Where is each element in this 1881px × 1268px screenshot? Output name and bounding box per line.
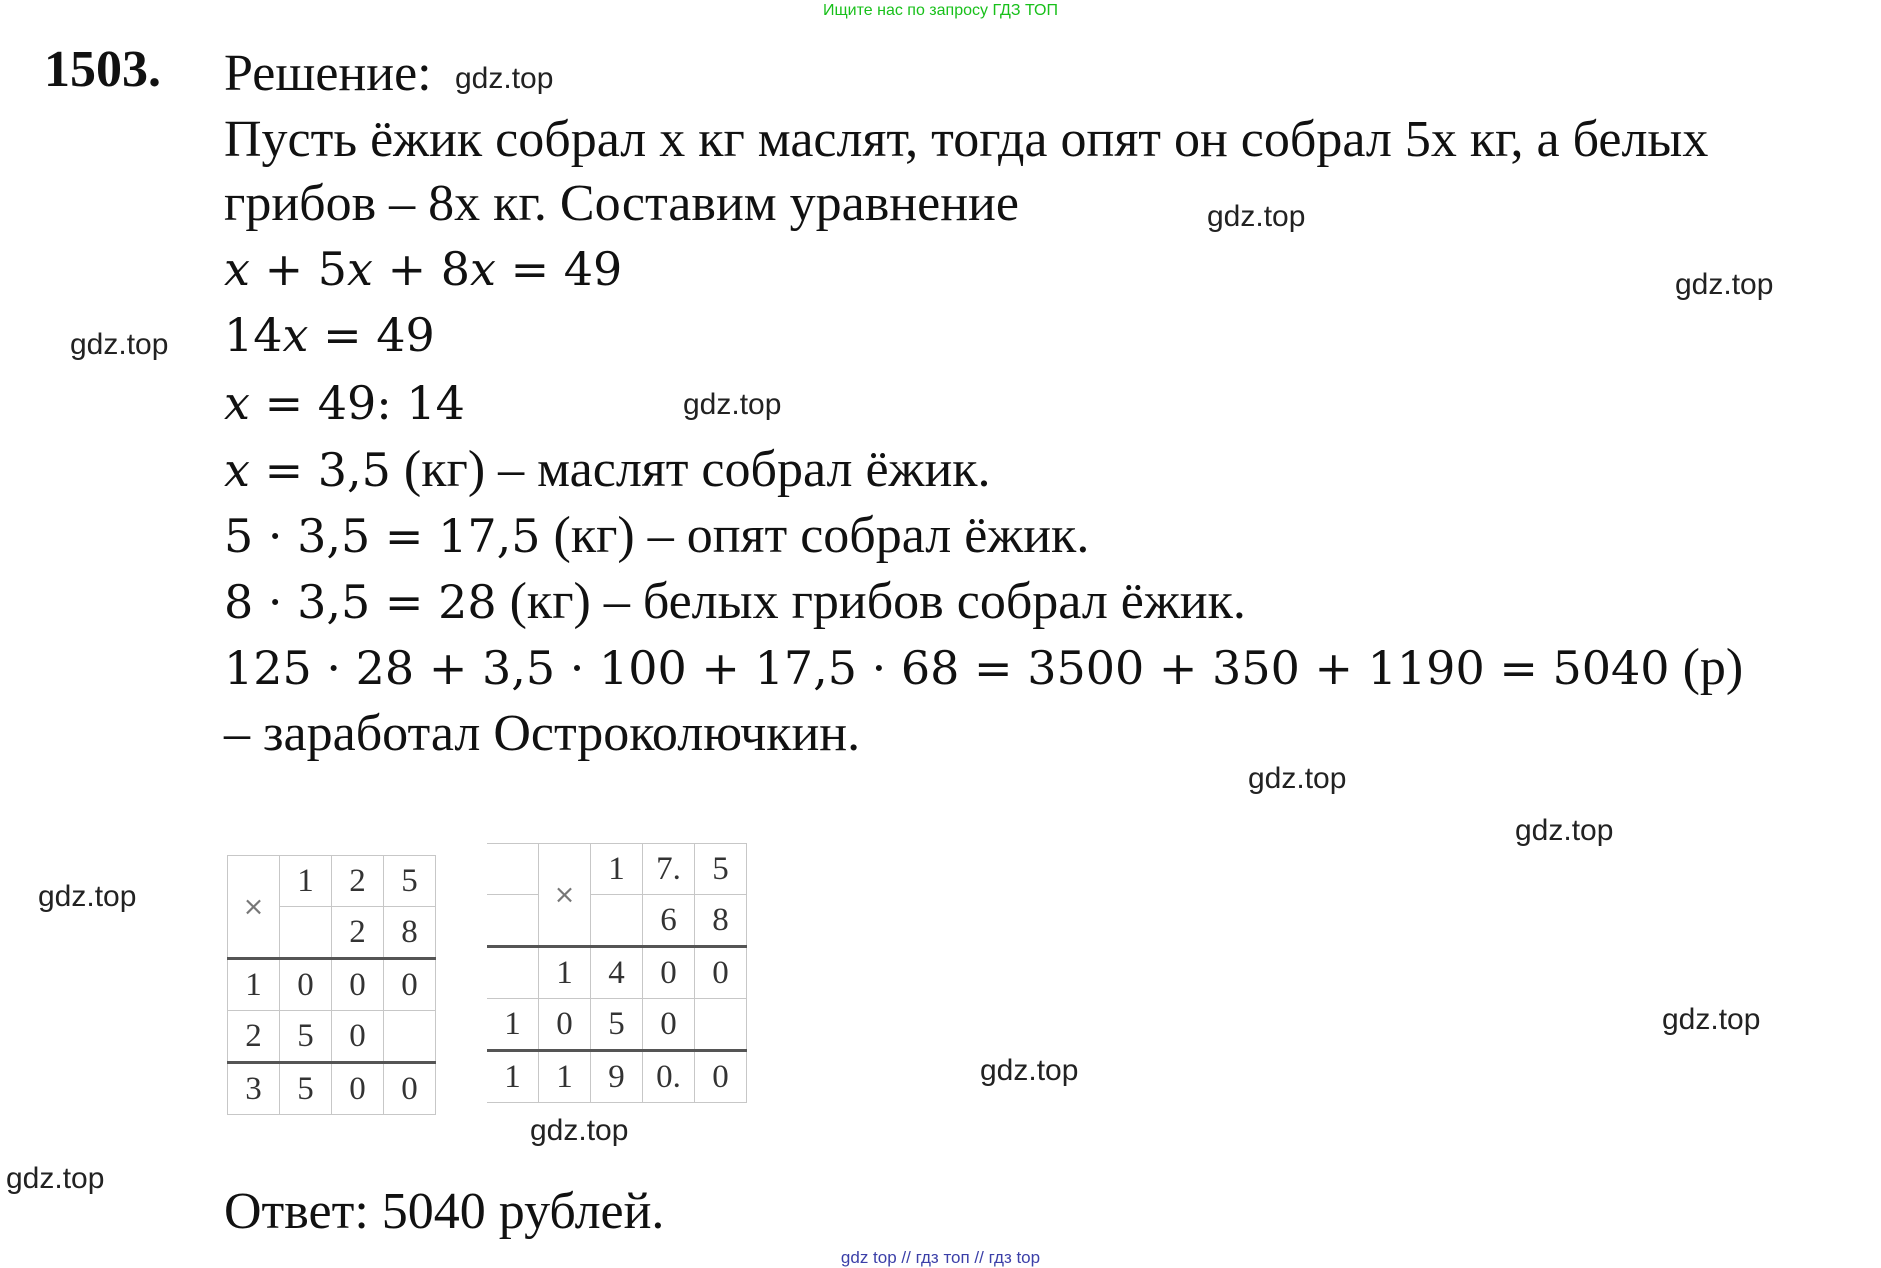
digit-cell: 0 bbox=[539, 999, 591, 1051]
digit-cell: 1 bbox=[487, 999, 539, 1051]
eq-var: x bbox=[224, 242, 250, 296]
multiply-sign: × bbox=[228, 856, 280, 959]
digit-cell: 0 bbox=[384, 1063, 436, 1115]
digit-cell: 0 bbox=[332, 1063, 384, 1115]
digit-cell: 9 bbox=[591, 1051, 643, 1103]
watermark: gdz.top bbox=[1675, 268, 1774, 301]
eq-part: + 5 bbox=[249, 242, 348, 296]
equation-1 bbox=[224, 242, 623, 296]
eq-part: 8 · 3,5 = 28 bbox=[224, 575, 497, 629]
solution-title: Решение: bbox=[224, 45, 432, 102]
digit-cell: 2 bbox=[332, 907, 384, 959]
eq-var: x bbox=[282, 308, 309, 362]
footer-links[interactable]: gdz top // гдз топ // гдз top bbox=[840, 1248, 1041, 1267]
digit-cell: 0 bbox=[332, 1011, 384, 1063]
digit-cell: 8 bbox=[384, 907, 436, 959]
watermark: gdz.top bbox=[70, 328, 169, 361]
digit-cell bbox=[487, 895, 539, 947]
eq-text: (кг) – белых грибов собрал ёжик. bbox=[496, 573, 1246, 630]
watermark: gdz.top bbox=[1662, 1003, 1761, 1036]
eq-part: = 3,5 bbox=[249, 443, 391, 497]
text-line-1: Пусть ёжик собрал х кг маслят, тогда опят он собрал 5х кг, а белых bbox=[224, 111, 1709, 168]
digit-cell: 5 bbox=[695, 844, 747, 895]
equation-2 bbox=[224, 308, 435, 362]
digit-cell: 0 bbox=[643, 999, 695, 1051]
digit-cell: 5 bbox=[591, 999, 643, 1051]
text-line-12: – заработал Остроколючкин. bbox=[224, 705, 861, 762]
digit-cell bbox=[280, 907, 332, 959]
equation-5 bbox=[224, 507, 1090, 564]
eq-part: = 49: 14 bbox=[249, 376, 465, 430]
eq-text: (кг) – опят собрал ёжик. bbox=[540, 507, 1090, 564]
equation-6 bbox=[224, 573, 1246, 630]
digit-cell: 1 bbox=[539, 947, 591, 999]
multiplication-17-5x68 bbox=[487, 843, 747, 1103]
equation-3 bbox=[224, 376, 465, 430]
watermark: gdz.top bbox=[683, 388, 782, 421]
digit-cell: 0 bbox=[280, 959, 332, 1011]
equation-7 bbox=[224, 639, 1744, 696]
digit-cell: 7. bbox=[643, 844, 695, 895]
digit-cell: 5 bbox=[280, 1011, 332, 1063]
digit-cell: 1 bbox=[487, 1051, 539, 1103]
eq-text: (р) bbox=[1669, 639, 1744, 696]
watermark: gdz.top bbox=[980, 1054, 1079, 1087]
digit-cell: 0 bbox=[695, 1051, 747, 1103]
digit-cell: 0. bbox=[643, 1051, 695, 1103]
watermark: gdz.top bbox=[1207, 200, 1306, 233]
eq-part: 5 · 3,5 = 17,5 bbox=[224, 509, 541, 563]
eq-var: x bbox=[347, 242, 373, 296]
watermark: gdz.top bbox=[455, 62, 554, 95]
digit-cell: 0 bbox=[643, 947, 695, 999]
multiply-sign: × bbox=[539, 844, 591, 947]
digit-cell: 8 bbox=[695, 895, 747, 947]
eq-part: 125 · 28 + 3,5 · 100 + 17,5 · 68 = 3500 + 350 + 1190 = 5040 bbox=[224, 641, 1670, 695]
digit-cell: 1 bbox=[539, 1051, 591, 1103]
digit-cell bbox=[487, 844, 539, 895]
watermark: gdz.top bbox=[38, 880, 137, 913]
eq-var: x bbox=[470, 242, 496, 296]
eq-part: + 8 bbox=[372, 242, 471, 296]
digit-cell: 2 bbox=[332, 856, 384, 907]
watermark: gdz.top bbox=[530, 1114, 629, 1147]
top-banner[interactable]: Ищите нас по запросу ГДЗ ТОП bbox=[823, 2, 1058, 19]
answer-line: Ответ: 5040 рублей. bbox=[224, 1183, 665, 1240]
watermark: gdz.top bbox=[6, 1162, 105, 1195]
digit-cell bbox=[695, 999, 747, 1051]
eq-part: 14 bbox=[224, 308, 283, 362]
digit-cell: 0 bbox=[695, 947, 747, 999]
digit-cell: 5 bbox=[280, 1063, 332, 1115]
eq-text: (кг) – маслят собрал ёжик. bbox=[390, 441, 991, 498]
watermark: gdz.top bbox=[1515, 814, 1614, 847]
digit-cell bbox=[487, 947, 539, 999]
problem-number: 1503. bbox=[44, 41, 161, 98]
eq-var: x bbox=[224, 443, 250, 497]
digit-cell: 1 bbox=[591, 844, 643, 895]
text-line-2: грибов – 8х кг. Составим уравнение bbox=[224, 175, 1019, 232]
digit-cell: 6 bbox=[643, 895, 695, 947]
eq-part: = 49 bbox=[495, 242, 623, 296]
eq-part: = 49 bbox=[308, 308, 435, 362]
digit-cell: 0 bbox=[332, 959, 384, 1011]
eq-var: x bbox=[224, 376, 250, 430]
digit-cell: 1 bbox=[228, 959, 280, 1011]
digit-cell: 0 bbox=[384, 959, 436, 1011]
digit-cell: 1 bbox=[280, 856, 332, 907]
digit-cell: 4 bbox=[591, 947, 643, 999]
digit-cell: 2 bbox=[228, 1011, 280, 1063]
digit-cell: 5 bbox=[384, 856, 436, 907]
digit-cell: 3 bbox=[228, 1063, 280, 1115]
digit-cell bbox=[591, 895, 643, 947]
watermark: gdz.top bbox=[1248, 762, 1347, 795]
digit-cell bbox=[384, 1011, 436, 1063]
equation-4 bbox=[224, 441, 991, 498]
multiplication-125x28 bbox=[227, 855, 436, 1115]
